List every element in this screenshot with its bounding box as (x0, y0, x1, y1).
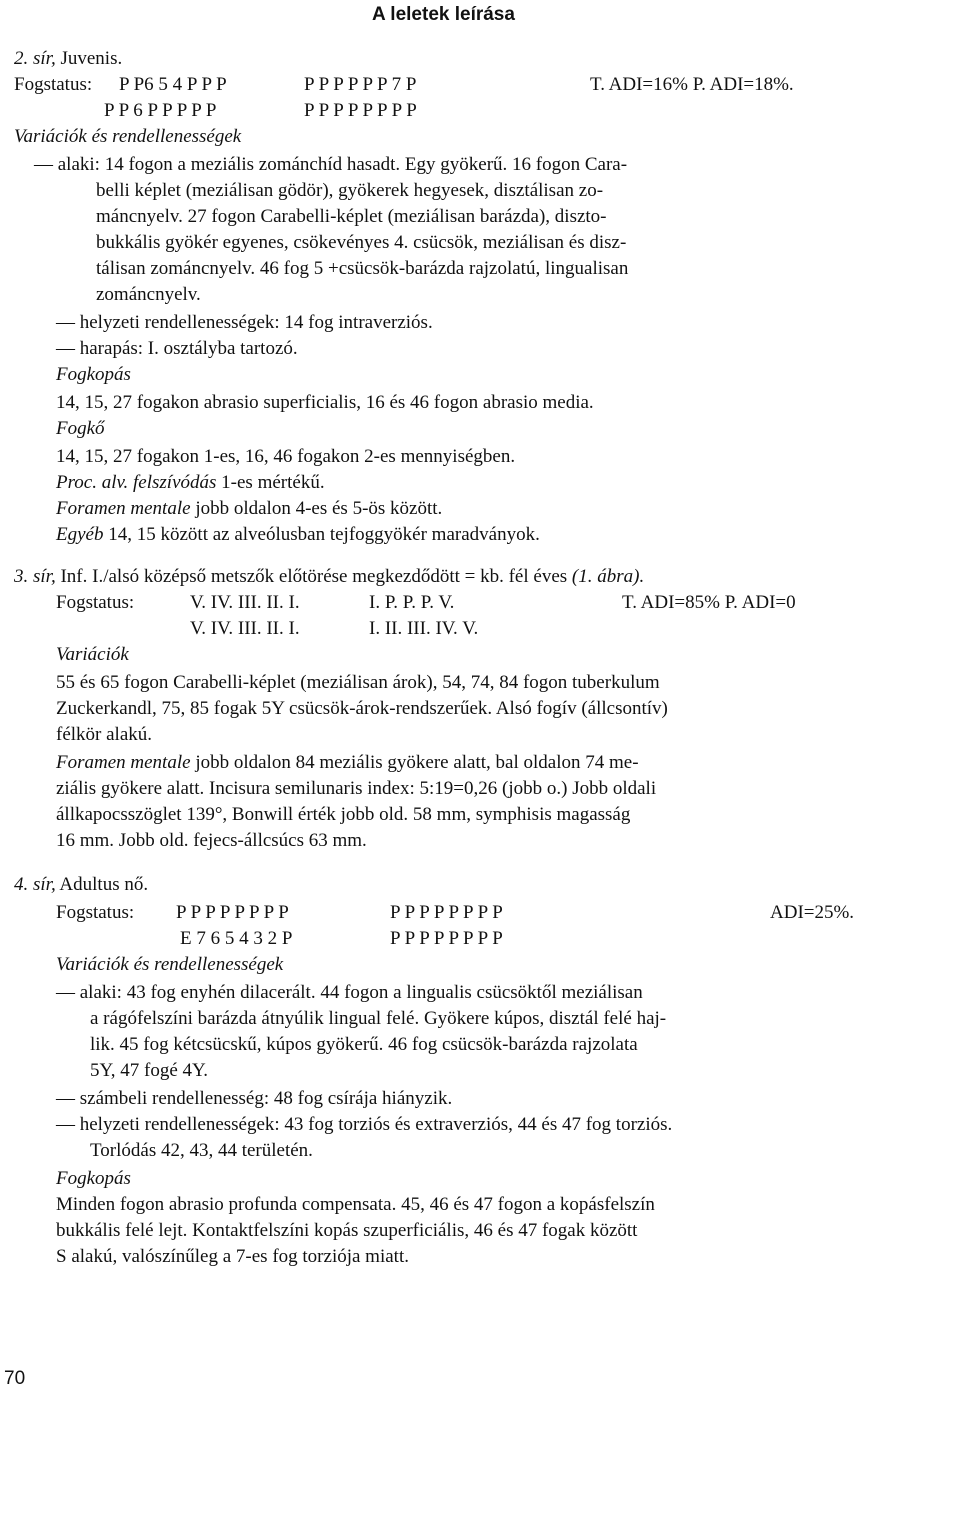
grave4-fogstatus-upper-left: P P P P P P P P (176, 902, 289, 923)
grave2-fogstatus-lower-right: P P P P P P P P (304, 100, 417, 121)
grave3-fogstatus-upper-right: I. P. P. P. V. (369, 592, 455, 613)
grave4-heading-text: Adultus nő. (55, 874, 149, 895)
grave3-fogstatus-lower-left: V. IV. III. II. I. (190, 618, 300, 639)
grave2-fogkopas-text: 14, 15, 27 fogakon abrasio superficialis, 16 és 46 fogon abrasio media. (56, 392, 594, 413)
grave3-foramen-line: ziális gyökere alatt. Incisura semilunaris index: 5:19=0,26 (jobb o.) Jobb oldali (56, 778, 657, 799)
grave4-text-line: — számbeli rendellenesség: 48 fog csírája hiányzik. (56, 1088, 453, 1109)
grave2-text-line: bukkális gyökér egyenes, csökevényes 4. csücsök, meziálisan és disz- (96, 232, 627, 253)
grave4-text-line: — helyzeti rendellenességek: 43 fog torziós és extraverziós, 44 és 47 fog torziós. (56, 1114, 673, 1135)
grave4-fogstatus-label: Fogstatus: (56, 902, 135, 923)
grave3-variation-line: félkör alakú. (56, 724, 153, 745)
grave2-text-line: belli képlet (meziálisan gödör), gyökerek hegyesek, disztálisan zo- (96, 180, 604, 201)
grave2-text-line: zománcnyelv. (96, 284, 201, 305)
grave3-adi: T. ADI=85% P. ADI=0 (622, 592, 796, 613)
grave3-heading (14, 564, 644, 590)
grave4-fogstatus-lower-right: P P P P P P P P (390, 928, 503, 949)
grave4-fogstatus-lower-left: E 7 6 5 4 3 2 P (180, 928, 293, 949)
grave3-fogstatus-upper-left: V. IV. III. II. I. (190, 592, 300, 613)
grave2-egyeb-label: Egyéb (56, 524, 104, 545)
grave4-fogkopas-line: bukkális felé lejt. Kontaktfelszíni kopás szuperficiális, 46 és 47 fogak között (56, 1220, 638, 1241)
page-number: 70 (4, 1368, 26, 1389)
grave3-foramen-text: jobb oldalon 84 meziális gyökere alatt, bal oldalon 74 me- (190, 752, 639, 773)
grave2-heading (14, 46, 122, 72)
grave4-heading-number: 4. sír, (14, 874, 56, 895)
grave2-text-line: máncnyelv. 27 fogon Carabelli-képlet (meziálisan barázda), diszto- (96, 206, 607, 227)
grave3-heading-text: Inf. I./alsó középső metszők előtörése megkezdődött = kb. fél éves (55, 566, 572, 587)
grave3-foramen-line: állkapocsszöglet 139°, Bonwill érték jobb old. 58 mm, symphisis magasság (56, 804, 631, 825)
grave2-egyeb-text: 14, 15 között az alveólusban tejfoggyökér maradványok. (103, 524, 540, 545)
grave2-text-line: — harapás: I. osztályba tartozó. (56, 338, 298, 359)
grave3-foramen (56, 750, 639, 776)
grave2-variations-heading: Variációk és rendellenességek (14, 126, 242, 147)
grave3-variation-line: Zuckerkandl, 75, 85 fogak 5Y csücsök-árok-rendszerűek. Alsó fogív (állcsontív) (56, 698, 668, 719)
grave4-fogkopas-heading: Fogkopás (56, 1168, 131, 1189)
grave3-foramen-label: Foramen mentale (56, 752, 191, 773)
grave4-fogkopas-line: S alakú, valószínűleg a 7-es fog torziója miatt. (56, 1246, 409, 1267)
grave2-heading-text: Juvenis. (55, 48, 123, 69)
grave4-fogstatus-upper-right: P P P P P P P P (390, 902, 503, 923)
grave2-proc-alv (56, 470, 325, 496)
grave2-fogstatus-upper-left: P P6 5 4 P P P (119, 74, 227, 95)
grave3-fogstatus-lower-right: I. II. III. IV. V. (369, 618, 479, 639)
grave2-adi: T. ADI=16% P. ADI=18%. (590, 74, 794, 95)
grave3-variations-heading: Variációk (56, 644, 129, 665)
grave2-foramen-label: Foramen mentale (56, 498, 191, 519)
grave2-proc-label: Proc. alv. felszívódás (56, 472, 217, 493)
grave4-text-line: Torlódás 42, 43, 44 területén. (90, 1140, 313, 1161)
grave4-text-line: lik. 45 fog kétcsücskű, kúpos gyökerű. 46 fog csücsök-barázda rajzolata (90, 1034, 638, 1055)
page-header-title: A leletek leírása (372, 4, 515, 25)
grave2-text-line: tálisan zománcnyelv. 46 fog 5 +csücsök-barázda rajzolatú, lingualisan (96, 258, 629, 279)
grave4-variations-heading: Variációk és rendellenességek (56, 954, 284, 975)
grave2-heading-number: 2. sír, (14, 48, 56, 69)
grave4-text-line: 5Y, 47 fogé 4Y. (90, 1060, 209, 1081)
grave2-proc-text: 1-es mértékű. (216, 472, 325, 493)
grave2-fogstatus-label: Fogstatus: (14, 74, 93, 95)
grave2-egyeb (56, 522, 540, 548)
grave4-fogkopas-line: Minden fogon abrasio profunda compensata. 45, 46 és 47 fogon a kopásfelszín (56, 1194, 655, 1215)
grave4-text-line: — alaki: 43 fog enyhén dilacerált. 44 fogon a lingualis csücsöktől meziálisan (56, 982, 643, 1003)
grave3-fogstatus-label: Fogstatus: (56, 592, 135, 613)
grave2-fogstatus-lower-left: P P 6 P P P P P (104, 100, 217, 121)
grave3-foramen-line: 16 mm. Jobb old. fejecs-állcsúcs 63 mm. (56, 830, 367, 851)
grave3-heading-figure-ref: (1. ábra). (571, 566, 645, 587)
grave2-fogstatus-upper-right: P P P P P P 7 P (304, 74, 417, 95)
grave4-text-line: a rágófelszíni barázda átnyúlik lingual felé. Gyökere kúpos, disztál felé haj- (90, 1008, 667, 1029)
grave2-foramen (56, 496, 442, 522)
grave2-text-line: — helyzeti rendellenességek: 14 fog intraverziós. (56, 312, 433, 333)
grave2-foramen-text: jobb oldalon 4-es és 5-ös között. (190, 498, 443, 519)
grave2-fogko-heading: Fogkő (56, 418, 105, 439)
grave2-text-line: — alaki: 14 fogon a meziális zománchíd hasadt. Egy gyökerű. 16 fogon Cara- (34, 154, 628, 175)
grave4-adi: ADI=25%. (770, 902, 855, 923)
grave3-heading-number: 3. sír, (14, 566, 56, 587)
grave2-fogkopas-heading: Fogkopás (56, 364, 131, 385)
grave2-fogko-text: 14, 15, 27 fogakon 1-es, 16, 46 fogakon 2-es mennyiségben. (56, 446, 516, 467)
grave4-heading (14, 872, 148, 898)
grave3-variation-line: 55 és 65 fogon Carabelli-képlet (meziálisan árok), 54, 74, 84 fogon tuberkulum (56, 672, 660, 693)
